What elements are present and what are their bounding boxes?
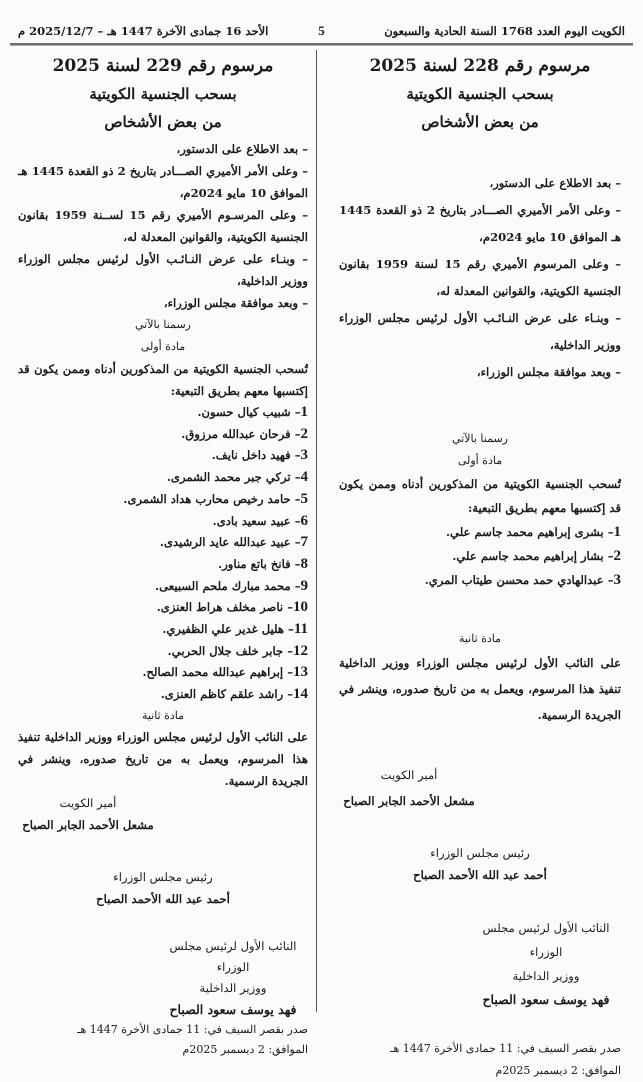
list-item: 5– حامد رخيص محارب هداد الشمرى.: [123, 490, 308, 507]
preamble-item: – بعد الاطلاع على الدستور،: [489, 176, 621, 190]
signatory-name: مشعل الأحمد الجابر الصباح: [22, 817, 154, 832]
preamble-item: – وبنـاء على عرض النـائـب الأول لرئيس مجلس الوزراء ووزير الداخلية،: [339, 311, 621, 352]
preamble-item: – وبعد موافقة مجلس الوزراء،: [163, 296, 308, 310]
signatory-title: أمير الكويت: [59, 795, 117, 810]
signatory-title: النائب الأول لرئيس مجلس الوزراء: [482, 921, 610, 959]
signatory-name: مشعل الأحمد الجابر الصباح: [343, 794, 475, 808]
article-2-title: مادة ثانية: [141, 708, 185, 722]
preamble: [18, 138, 308, 314]
list-item: 11– هليل غدير علي الظفيري.: [162, 621, 308, 638]
article-2-title: مادة ثانية: [458, 632, 502, 645]
preamble: [339, 170, 621, 386]
signatory-title: رئيس مجلس الوزراء: [113, 869, 213, 884]
decreed-heading: رسمنا بالآتي: [135, 318, 191, 331]
list-item: 3– عبدالهادي حمد محسن طيتاب المري.: [424, 572, 621, 588]
article-2-text: على النائب الأول لرئيس مجلس الوزراء ووزير الداخلية تنفيذ هذا المرسوم، ويعمل به من تاريخ صدوره، وينشر في الجريدة الرسمية.: [339, 656, 621, 722]
column-divider: [316, 50, 317, 1012]
decree-subtitle: من بعض الأشخاص: [421, 113, 539, 131]
signatory-title: ووزير الداخلية: [512, 969, 580, 983]
issued-hijri-date: صدر بقصر السيف في: 11 جمادى الأخرة 1447 هـ: [77, 1022, 308, 1036]
list-item: 1– شبيب كيال حسون.: [197, 404, 308, 420]
signatory-title: أمير الكويت: [380, 768, 438, 782]
preamble-item: – وبنـاء على عرض النـائـب الأول لرئيس مجلس الوزراء ووزير الداخلية،: [18, 252, 308, 288]
list-item: 4– تركي جبر محمد الشمرى.: [166, 469, 308, 486]
issue-date: الأحد 16 جمادى الآخرة 1447 هـ – 2025/12/7 م: [18, 24, 269, 38]
preamble-item: – وعلى المرسوم الأميري رقم 15 لسنة 1959 بقانون الجنسية الكويتية، والقوانين المعدلة له،: [339, 257, 621, 298]
preamble-item: – وعلى الأمر الأميري الصـــادر بتاريخ 2 ذو القعدة 1445 هـ الموافق 10 مايو 2024م،: [339, 203, 621, 244]
decree-subtitle: من بعض الأشخاص: [104, 113, 222, 131]
issued-hijri-date: صدر بقصر السيف في: 11 جمادى الأخرة 1447 هـ: [390, 1042, 621, 1055]
issued-gregorian-date: الموافق: 2 ديسمبر 2025م: [495, 1064, 621, 1077]
list-item: 2– بشار إبراهيم محمد جاسم علي.: [452, 548, 621, 564]
header-rule: [10, 43, 633, 46]
signatory-title: ووزير الداخلية: [199, 980, 267, 995]
deputy-signature: [158, 936, 308, 1020]
decree-229: [18, 52, 308, 1060]
list-item: 12– جابر خلف جلال الحربي.: [167, 642, 308, 659]
article-1-text: تُسحب الجنسية الكويتية من المذكورين أدناه وممن يكون قد إكتسبها معهم بطريق التبعية:: [18, 362, 308, 398]
signatory-title: النائب الأول لرئيس مجلس الوزراء: [169, 938, 297, 974]
preamble-item: – وعلى الأمر الأميري الصـــادر بتاريخ 2 ذو القعدة 1445 هـ الموافق 10 مايو 2024م،: [18, 164, 308, 200]
publication-info: الكويت اليوم العدد 1768 السنة الحادية والسبعون: [384, 24, 625, 38]
emir-signature: [339, 762, 479, 814]
list-item: 7– عبيد عبدالله عايد الرشيدى.: [159, 534, 308, 551]
list-item: 9– محمد مبارك ملحم السبيعى.: [155, 577, 308, 594]
pm-signature: [18, 866, 308, 910]
preamble-item: – وعلى المرسـوم الأميري رقم 15 لســنة 1959 بقانون الجنسية الكويتية، والقوانين المعدلة له،: [18, 208, 308, 244]
list-item: 6– عبيد سعيد بادى.: [212, 512, 308, 529]
list-item: 2– فرحان عبدالله مرزوق.: [181, 425, 308, 442]
article-1-title: مادة أولى: [140, 340, 186, 353]
list-item: 10– ناصر مخلف هراط العنزى.: [156, 599, 308, 616]
preamble-item: – وبعد موافقة مجلس الوزراء،: [476, 365, 621, 379]
decree-title: مرسوم رقم 228 لسنة 2025: [369, 56, 591, 76]
decree-title: مرسوم رقم 229 لسنة 2025: [52, 56, 274, 76]
names-list: [339, 520, 621, 592]
emir-signature: [18, 792, 158, 836]
list-item: 14– راشد علقم كاظم العنزى.: [160, 686, 308, 703]
names-list: [18, 402, 308, 706]
decreed-heading: رسمنا بالآتي: [452, 432, 508, 445]
decree-title-block: [339, 52, 621, 136]
signatory-name: أحمد عبد الله الأحمد الصباح: [96, 891, 230, 906]
pm-signature: [339, 842, 621, 886]
signatory-title: رئيس مجلس الوزراء: [430, 846, 530, 860]
article-1-text: تُسحب الجنسية الكويتية من المذكورين أدناه وممن يكون قد إكتسبها معهم بطريق التبعية:: [339, 477, 621, 515]
page-header: [18, 20, 625, 42]
decree-228: [339, 52, 621, 1082]
decree-subtitle: بسحب الجنسية الكويتية: [406, 85, 554, 103]
signatory-name: أحمد عبد الله الأحمد الصباح: [413, 868, 547, 882]
list-item: 1– بشرى إبراهيم محمد جاسم علي.: [446, 524, 621, 540]
list-item: 13– إبراهيم عبدالله محمد الصالح.: [142, 664, 308, 681]
list-item: 3– فهيد داخل نايف.: [211, 447, 308, 464]
signatory-name: فهد يوسف سعود الصباح: [169, 1001, 297, 1017]
preamble-item: – بعد الاطلاع على الدستور،: [176, 142, 308, 156]
list-item: 8– فانخ باتع مناور.: [218, 555, 308, 572]
article-2-text: على النائب الأول لرئيس مجلس الوزراء ووزير الداخلية تنفيذ هذا المرسوم، ويعمل به من تاريخ صدوره، وينشر في الجريدة الرسمية.: [18, 729, 308, 788]
decree-subtitle: بسحب الجنسية الكويتية: [89, 85, 237, 103]
page-number: 5: [318, 23, 325, 38]
article-1-title: مادة أولى: [457, 454, 503, 467]
issue-info: [18, 1020, 308, 1060]
signatory-name: فهد يوسف سعود الصباح: [482, 992, 610, 1007]
decree-title-block: [18, 52, 308, 136]
deputy-signature: [471, 916, 621, 1012]
issued-gregorian-date: الموافق: 2 ديسمبر 2025م: [182, 1042, 308, 1056]
issue-info: [339, 1038, 621, 1082]
